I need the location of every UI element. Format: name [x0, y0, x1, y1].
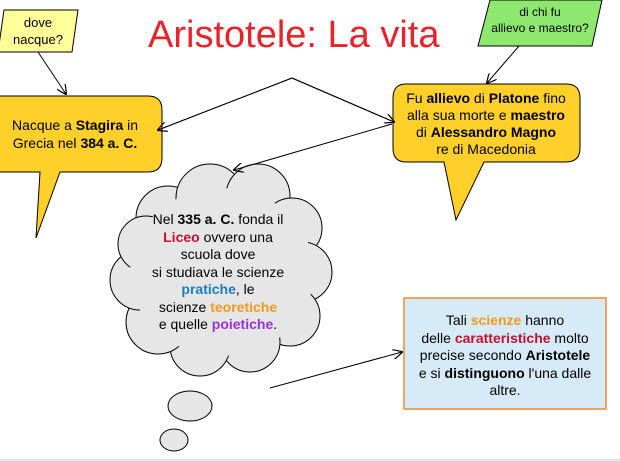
- arrow-question-birth: [38, 52, 66, 94]
- note-text: Tali scienze hanno delle caratteristiche molto precise secondo Aristotele e si distinguono l'una dalle altre.: [418, 312, 592, 398]
- arrow-teacher-to-cloud: [234, 124, 392, 170]
- question-teacher-text: di chi fu allievo e maestro?: [491, 5, 589, 35]
- callout-birth-text: Nacque a Stagira in Grecia nel 384 a. C.: [11, 117, 139, 151]
- arrow-question-teacher: [487, 46, 519, 83]
- cloud-bubble-large: [168, 391, 212, 421]
- cloud-bubble-small: [160, 429, 188, 451]
- cloud-text: Nel 335 a. C. fonda il Liceo ovvero una scuola dove si studiava le scienze pratiche, le scienze teoretiche e quelle poietiche.: [151, 211, 285, 332]
- page-title: Aristotele: La vita: [148, 14, 440, 56]
- callout-teacher-text: Fu allievo di Platone fino alla sua morte e maestro di Alessandro Magno re di Macedonia: [406, 90, 566, 157]
- arrow-title-to-callouts: [158, 78, 394, 130]
- arrow-cloud-to-note: [270, 352, 402, 388]
- arrow-head-left: [158, 78, 292, 130]
- question-birth-text: dove nacque?: [13, 15, 63, 47]
- arrow-head-right: [292, 78, 394, 122]
